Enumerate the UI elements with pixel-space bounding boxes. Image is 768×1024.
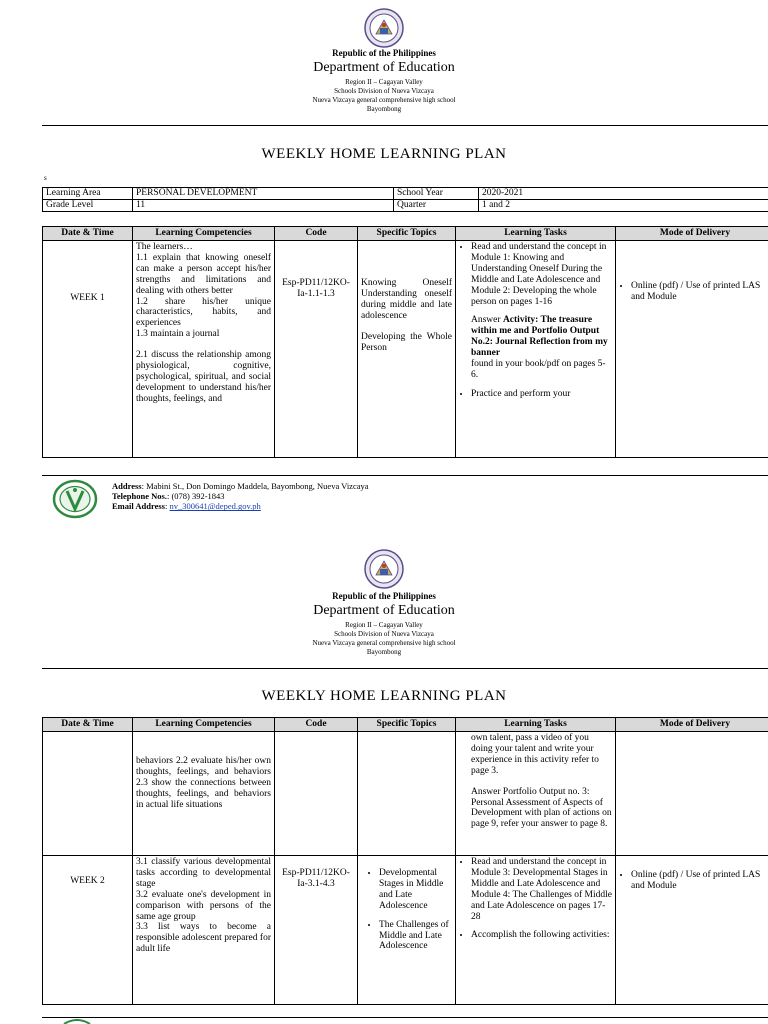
col-mode-of-delivery-2: Mode of Delivery xyxy=(616,718,768,732)
week2-date-text: WEEK 2 xyxy=(70,875,105,886)
quarter-value: 1 and 2 xyxy=(479,200,768,212)
week2-topics xyxy=(358,855,456,1004)
col-learning-competencies-2: Learning Competencies xyxy=(133,718,275,732)
week1-mode-text: • Online (pdf) / Use of printed LAS and Module xyxy=(631,281,768,303)
week2-comp-3-1: 3.1 classify various developmental tasks according to developmental stage xyxy=(136,856,271,889)
week2-code xyxy=(275,855,358,1004)
week2-mode-text: • Online (pdf) / Use of printed LAS and Module xyxy=(631,870,768,892)
col-date-time-2: Date & Time xyxy=(43,718,133,732)
col-learning-tasks-2: Learning Tasks xyxy=(456,718,616,732)
cont-competencies-text: behaviors 2.2 evaluate his/her own thoughts, feelings, and behaviors 2.3 show the connections between thoughts, feelings, and behaviors in actual life situations xyxy=(136,755,271,810)
week1-date-text: WEEK 1 xyxy=(70,292,105,303)
school-line: Nueva Vizcaya general comprehensive high school xyxy=(312,96,456,104)
school-year-label: School Year xyxy=(394,188,479,200)
school-year-value: 2020-2021 xyxy=(479,188,768,200)
telephone-label: Telephone Nos. xyxy=(112,491,167,502)
week2-task-2: • Accomplish the following activities: xyxy=(471,930,612,941)
week2-competencies xyxy=(133,855,275,1004)
cont-topics xyxy=(358,731,456,855)
school-logo-icon xyxy=(62,1019,92,1024)
plan-table-2 xyxy=(42,717,768,1005)
col-code: Code xyxy=(275,227,358,241)
grade-level-value: 11 xyxy=(133,200,394,212)
week1-task-3: • Practice and perform your xyxy=(471,389,612,400)
address-label: Address xyxy=(112,481,142,491)
page-title: WEEKLY HOME LEARNING PLAN xyxy=(261,146,507,162)
week1-answer-suffix: found in your book/pdf on pages 5-6. xyxy=(471,359,606,381)
col-learning-tasks: Learning Tasks xyxy=(456,227,616,241)
address-value: : Mabini St., Don Domingo Maddela, Bayombong, Nueva Vizcaya xyxy=(141,481,369,491)
cont-mode xyxy=(616,731,768,855)
department-line: Department of Education xyxy=(313,60,455,75)
week2-date xyxy=(43,855,133,1004)
telephone-value: : (078) 392-1843 xyxy=(166,491,225,502)
region-line-2: Region II – Cagayan Valley xyxy=(345,621,423,629)
col-specific-topics: Specific Topics xyxy=(358,227,456,241)
week1-topic-2: Developing the Whole Person xyxy=(361,331,452,353)
week1-task-1: • Read and understand the concept in Module 1: Knowing and Understanding Oneself During the Middle and Late Adolescence and Module 2: Developing the whole person on pages 1-16 xyxy=(471,242,612,308)
region-line: Region II – Cagayan Valley xyxy=(345,78,423,86)
cont-date xyxy=(43,731,133,855)
stray-mark: s xyxy=(44,174,47,182)
learning-area-value: PERSONAL DEVELOPMENT xyxy=(133,188,394,200)
cont-tasks xyxy=(456,731,616,855)
week2-comp-3-2: 3.2 evaluate one's development in comparison with persons of the same age group xyxy=(136,889,271,922)
week1-comp-intro: The learners… xyxy=(136,241,193,252)
grade-level-label: Grade Level xyxy=(43,200,133,212)
col-date-time: Date & Time xyxy=(43,227,133,241)
footer-divider-2 xyxy=(42,1017,768,1018)
col-mode-of-delivery: Mode of Delivery xyxy=(616,227,768,241)
week1-code-text: Esp-PD11/12KO-Ia-1.1-1.3 xyxy=(282,277,350,299)
cont-competencies xyxy=(133,731,275,855)
week1-topic-1: Knowing Oneself Understanding oneself during middle and late adolescence xyxy=(361,277,452,321)
deped-seal-icon xyxy=(364,549,404,589)
division-line: Schools Division of Nueva Vizcaya xyxy=(334,87,434,95)
town-line: Bayombong xyxy=(366,105,402,113)
learning-area-label: Learning Area xyxy=(43,188,133,200)
week2-code-text: Esp-PD11/12KO-Ia-3.1-4.3 xyxy=(282,867,350,889)
week1-comp-1-1: 1.1 explain that knowing oneself can make a person accept his/her strengths and limitations and dealing with others better xyxy=(136,252,271,296)
cont-task-p2: Answer Portfolio Output no. 3: Personal Assessment of Aspects of Development with plan of actions on page 9, refer your answer to page 8. xyxy=(471,786,612,830)
cont-code xyxy=(275,731,358,855)
week2-mode xyxy=(616,855,768,1004)
cont-task-p1: own talent, pass a video of you doing your talent and write your experience in this activity refer to page 3. xyxy=(471,732,599,776)
quarter-label: Quarter xyxy=(394,200,479,212)
col-code-2: Code xyxy=(275,718,358,732)
week2-tasks xyxy=(456,855,616,1004)
week2-comp-3-3: 3.3 list ways to become a responsible adolescent prepared for adult life xyxy=(136,922,271,955)
week1-comp-1-2: 1.2 share his/her unique characteristics, habits, and experiences xyxy=(136,296,271,329)
republic-line: Republic of the Philippines xyxy=(332,48,436,58)
department-line-2: Department of Education xyxy=(313,603,455,618)
header-divider-2 xyxy=(42,668,768,669)
school-line-2: Nueva Vizcaya general comprehensive high school xyxy=(312,639,456,647)
page-title-2: WEEKLY HOME LEARNING PLAN xyxy=(261,688,507,704)
email-link[interactable]: nv_300641@deped.gov.ph xyxy=(169,501,261,512)
town-line-2: Bayombong xyxy=(366,648,402,656)
col-specific-topics-2: Specific Topics xyxy=(358,718,456,732)
week1-comp-1-3: 1.3 maintain a journal xyxy=(136,329,220,340)
week2-topic-1: • Developmental Stages in Middle and Late Adolescence xyxy=(379,868,452,912)
week1-comp-2-1: 2.1 discuss the relationship among physiological, cognitive, psychological, spiritual, and social development to understand his/her thoughts, feelings, and xyxy=(136,350,271,404)
week2-topic-2: • The Challenges of Middle and Late Adolescence xyxy=(379,920,452,953)
col-learning-competencies: Learning Competencies xyxy=(133,227,275,241)
email-sep: : xyxy=(164,501,170,512)
week1-answer-prefix: Answer xyxy=(471,315,503,326)
division-line-2: Schools Division of Nueva Vizcaya xyxy=(334,630,434,638)
week1-answer-activity: Activity: The treasure within me and Portfolio Output No.2: Journal Reflection from my banner xyxy=(471,315,608,359)
republic-line-2: Republic of the Philippines xyxy=(332,591,436,601)
week2-task-1: • Read and understand the concept in Module 3: Developmental Stages in Middle and Late Adolescence and Module 4: The Challenges of Middle and Late Adolescence on pages 17-28 xyxy=(471,857,612,923)
email-label: Email Address xyxy=(112,501,165,512)
